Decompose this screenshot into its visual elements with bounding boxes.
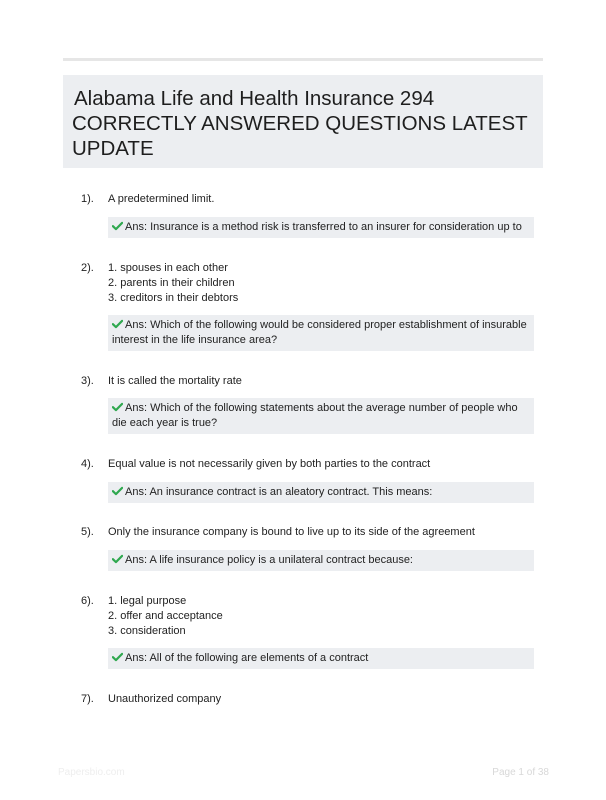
question-text [108, 192, 214, 207]
check-icon [112, 652, 123, 662]
title-line-1: Alabama Life and Health Insurance 294 [74, 87, 435, 110]
answer-text: Ans: An insurance contract is an aleatory contract. This means: [125, 486, 433, 498]
question-number: 4). [81, 458, 94, 470]
check-icon [112, 554, 123, 564]
question-line: 3. consideration [108, 625, 186, 637]
question-line: Only the insurance company is bound to live up to its side of the agreement [108, 526, 475, 538]
answer-box [108, 315, 534, 351]
answer-box [108, 648, 534, 669]
answer-text: Ans: Which of the following would be considered proper establishment of insurable interest in the life insurance area? [112, 319, 527, 346]
question-line: 1. spouses in each other [108, 262, 228, 274]
question-line: 3. creditors in their debtors [108, 292, 239, 304]
question-number: 7). [81, 693, 94, 705]
check-icon [112, 221, 123, 231]
question-line: 2. offer and acceptance [108, 610, 223, 622]
page-number: Page 1 of 38 [492, 767, 549, 778]
question-number: 3). [81, 375, 94, 387]
question-text [108, 525, 475, 540]
question-text [108, 692, 221, 707]
question-line: Unauthorized company [108, 693, 222, 705]
check-icon [112, 486, 123, 496]
answer-text: Ans: All of the following are elements of a contract [125, 652, 369, 664]
question-text [108, 261, 238, 306]
title-line-3: UPDATE [72, 137, 154, 160]
answer-box [108, 217, 534, 238]
question-line: 1. legal purpose [108, 595, 187, 607]
question-line: A predetermined limit. [108, 193, 215, 205]
footer-site: Papersbio.com [58, 767, 125, 778]
answer-box [108, 482, 534, 503]
question-line: 2. parents in their children [108, 277, 235, 289]
answer-box [108, 398, 534, 434]
question-number: 6). [81, 595, 94, 607]
question-line: Equal value is not necessarily given by both parties to the contract [108, 458, 431, 470]
answer-text: Ans: Insurance is a method risk is transferred to an insurer for consideration up to [125, 221, 522, 233]
question-number: 5). [81, 526, 94, 538]
title-box [63, 75, 543, 168]
answer-text: Ans: A life insurance policy is a unilateral contract because: [125, 554, 413, 566]
title-line-2: CORRECTLY ANSWERED QUESTIONS LATEST [72, 112, 528, 135]
top-divider [63, 58, 543, 61]
answer-text: Ans: Which of the following statements about the average number of people who die each year is true? [112, 402, 518, 429]
document-title [72, 86, 533, 161]
question-number: 1). [81, 193, 94, 205]
answer-box [108, 550, 534, 571]
check-icon [112, 319, 123, 329]
check-icon [112, 402, 123, 412]
question-text [108, 457, 430, 472]
question-text [108, 374, 242, 389]
question-number: 2). [81, 262, 94, 274]
question-text [108, 594, 223, 639]
question-line: It is called the mortality rate [108, 375, 242, 387]
